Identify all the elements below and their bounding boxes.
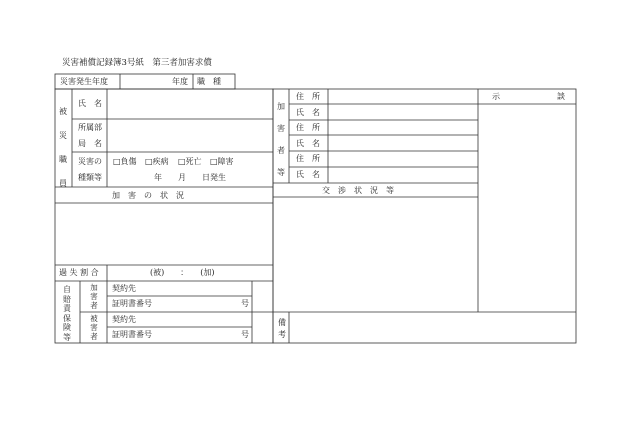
settlement-header-char2: 談 — [557, 92, 565, 101]
remarks-vertical-label: 備考 — [278, 318, 286, 339]
perpetrator3-name-label: 氏 名 — [296, 170, 320, 179]
negotiation-field[interactable] — [274, 198, 477, 311]
dept-field[interactable] — [108, 120, 272, 151]
occurrence-year-field[interactable] — [121, 75, 171, 88]
victim-contractor-label: 契約先 — [112, 315, 136, 324]
checkbox-death[interactable]: □死亡 — [178, 157, 202, 166]
checkbox-illness[interactable]: □疾病 — [145, 157, 169, 166]
victim-name-label: 氏 名 — [78, 99, 102, 108]
injury-label-line1: 災害の — [78, 157, 102, 166]
fault-ratio-value[interactable]: (被) ： (加) — [150, 268, 215, 277]
year-label: 年度 — [172, 77, 188, 86]
perpetrator-cert-field[interactable] — [155, 297, 239, 310]
dept-label-line2: 局 名 — [78, 139, 102, 148]
position-label: 職 種 — [197, 77, 221, 86]
perpetrator1-name-label: 氏 名 — [296, 108, 320, 117]
perpetrator1-address-field[interactable] — [329, 90, 477, 103]
perpetrator-cert-suffix: 号 — [241, 299, 249, 308]
victim-cert-label: 証明書番号 — [112, 330, 152, 339]
victim-name-field[interactable] — [108, 90, 272, 118]
checkbox-injury[interactable]: □負傷 — [113, 157, 137, 166]
perpetrator-contractor-label: 契約先 — [112, 284, 136, 293]
perpetrator-vertical-label: 加害者等 — [277, 102, 285, 177]
settlement-field[interactable] — [479, 105, 575, 311]
injury-label-line2: 種類等 — [78, 173, 102, 182]
perpetrator3-address-field[interactable] — [329, 152, 477, 166]
insurance-perpetrator-label: 加害者 — [90, 283, 98, 310]
perpetrator2-address-label: 住 所 — [296, 123, 320, 132]
perpetrator3-address-label: 住 所 — [296, 154, 320, 163]
victim-employee-vertical-label: 被災職員 — [59, 107, 67, 188]
perpetrator2-address-field[interactable] — [329, 121, 477, 134]
perpetrator2-name-label: 氏 名 — [296, 139, 320, 148]
victim-cert-suffix: 号 — [241, 330, 249, 339]
occurrence-date-line: 年 月 日発生 — [154, 173, 226, 182]
perpetrator3-name-field[interactable] — [329, 168, 477, 182]
perpetrator-cert-label: 証明書番号 — [112, 299, 152, 308]
position-field[interactable] — [236, 75, 273, 88]
insurance-victim-label: 被害者 — [90, 314, 98, 341]
perpetrator1-name-field[interactable] — [329, 105, 477, 119]
perpetrator-contractor-field[interactable] — [140, 282, 251, 295]
damage-situation-header: 加 害 の 状 況 — [112, 191, 184, 200]
perpetrator1-address-label: 住 所 — [296, 92, 320, 101]
dept-label-line1: 所属部 — [78, 123, 102, 132]
settlement-header-char1: 示 — [492, 92, 500, 101]
victim-cert-field[interactable] — [155, 328, 239, 341]
negotiation-header: 交 渉 状 況 等 — [322, 186, 394, 195]
perpetrator2-name-field[interactable] — [329, 136, 477, 150]
checkbox-disability[interactable]: □障害 — [210, 157, 234, 166]
occurrence-year-label: 災害発生年度 — [60, 77, 108, 86]
insurance-vertical-label: 自賠責保険等 — [63, 285, 71, 342]
form-title: 災害補償記録簿3号紙 第三者加害求償 — [62, 58, 212, 68]
damage-situation-field[interactable] — [56, 204, 272, 264]
fault-ratio-label: 過 失 割 合 — [59, 268, 99, 277]
remarks-field[interactable] — [290, 313, 575, 342]
victim-contractor-field[interactable] — [140, 313, 251, 326]
